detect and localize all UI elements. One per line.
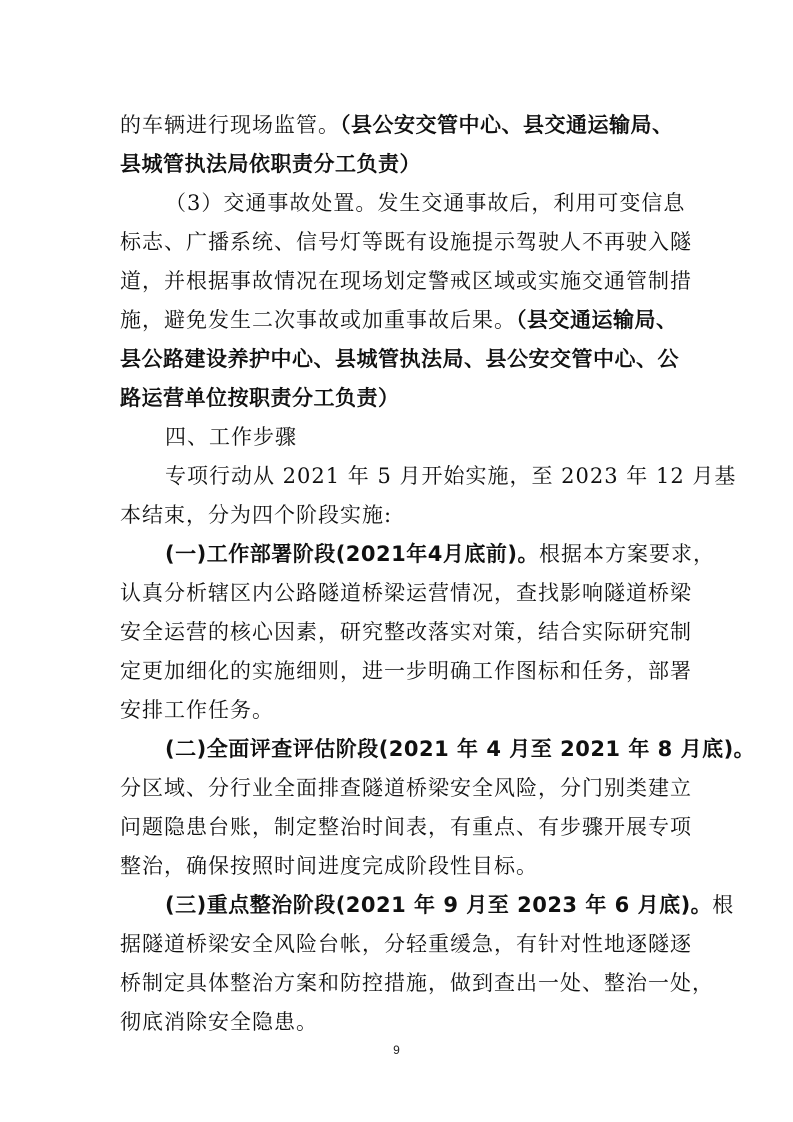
line-12-normal: 根据本方案要求， [538,542,715,566]
text-line-10 [165,462,736,490]
text-line-1 [120,111,674,139]
line-21-normal: 根 [712,893,735,917]
line-23-normal: 桥制定具体整治方案和防控措施，做到查出一处、整治一处， [120,971,714,995]
text-line-22 [120,930,692,958]
line-11-normal: 本结束，分为四个阶段实施: [120,503,393,527]
text-line-5 [120,267,692,295]
line-17-bold: (二)全面评查评估阶段(2021 年 4 月至 2021 年 8 月底)。 [165,737,756,761]
text-line-8 [120,384,400,412]
text-line-4 [120,228,692,256]
text-line-15 [120,657,692,685]
text-line-19 [120,813,692,841]
line-7-bold: 县公路建设养护中心、县城管执法局、县公安交管中心、公 [120,347,679,371]
line-16-normal: 安排工作任务。 [120,698,274,722]
line-10-normal: 专项行动从 2021 年 5 月开始实施，至 2023 年 12 月基 [165,464,737,488]
text-line-23 [120,969,714,997]
line-24-normal: 彻底消除安全隐患。 [120,1010,318,1034]
text-line-16 [120,696,274,724]
text-line-20 [120,852,538,880]
line-22-normal: 据隧道桥梁安全风险台帐，分轻重缓急，有针对性地逐隧逐 [120,932,692,956]
line-18-normal: 分区域、分行业全面排查隧道桥梁安全风险，分门别类建立 [120,776,692,800]
line-6-bold: （县交通运输局、 [516,308,678,332]
line-14-normal: 安全运营的核心因素，研究整改落实对策，结合实际研究制 [120,620,692,644]
text-line-6 [120,306,678,334]
line-6-normal: 施，避免发生二次事故或加重事故后果。 [120,308,516,332]
line-3-normal: （3）交通事故处置。发生交通事故后，利用可变信息 [165,191,686,215]
text-line-13 [120,579,692,607]
text-line-12 [165,540,715,568]
line-4-normal: 标志、广播系统、信号灯等既有设施提示驾驶人不再驶入隧 [120,230,692,254]
text-line-7 [120,345,679,373]
section-heading-text: 四、工作步骤 [165,425,297,449]
text-line-24 [120,1008,318,1036]
text-line-3 [165,189,685,217]
text-line-21 [165,891,734,919]
page-number: 9 [393,1043,400,1057]
line-19-normal: 问题隐患台账，制定整治时间表，有重点、有步骤开展专项 [120,815,692,839]
text-line-11 [120,501,392,529]
text-line-14 [120,618,692,646]
line-1-bold: （县公安交管中心、县交通运输局、 [340,113,674,137]
line-20-normal: 整治，确保按照时间进度完成阶段性目标。 [120,854,538,878]
line-15-normal: 定更加细化的实施细则，进一步明确工作图标和任务，部署 [120,659,692,683]
line-21-bold: (三)重点整治阶段(2021 年 9 月至 2023 年 6 月底)。 [165,893,713,917]
text-line-17 [165,735,755,763]
section-heading [165,423,297,451]
text-line-2 [120,150,421,178]
line-2-bold: 县城管执法局依职责分工负责） [120,152,421,176]
line-1-normal: 的车辆进行现场监管。 [120,113,340,137]
line-5-normal: 道，并根据事故情况在现场划定警戒区域或实施交通管制措 [120,269,692,293]
line-13-normal: 认真分析辖区内公路隧道桥梁运营情况，查找影响隧道桥梁 [120,581,692,605]
text-line-18 [120,774,692,802]
line-8-bold: 路运营单位按职责分工负责） [120,386,400,410]
line-12-bold: (一)工作部署阶段(2021年4月底前)。 [165,542,539,566]
